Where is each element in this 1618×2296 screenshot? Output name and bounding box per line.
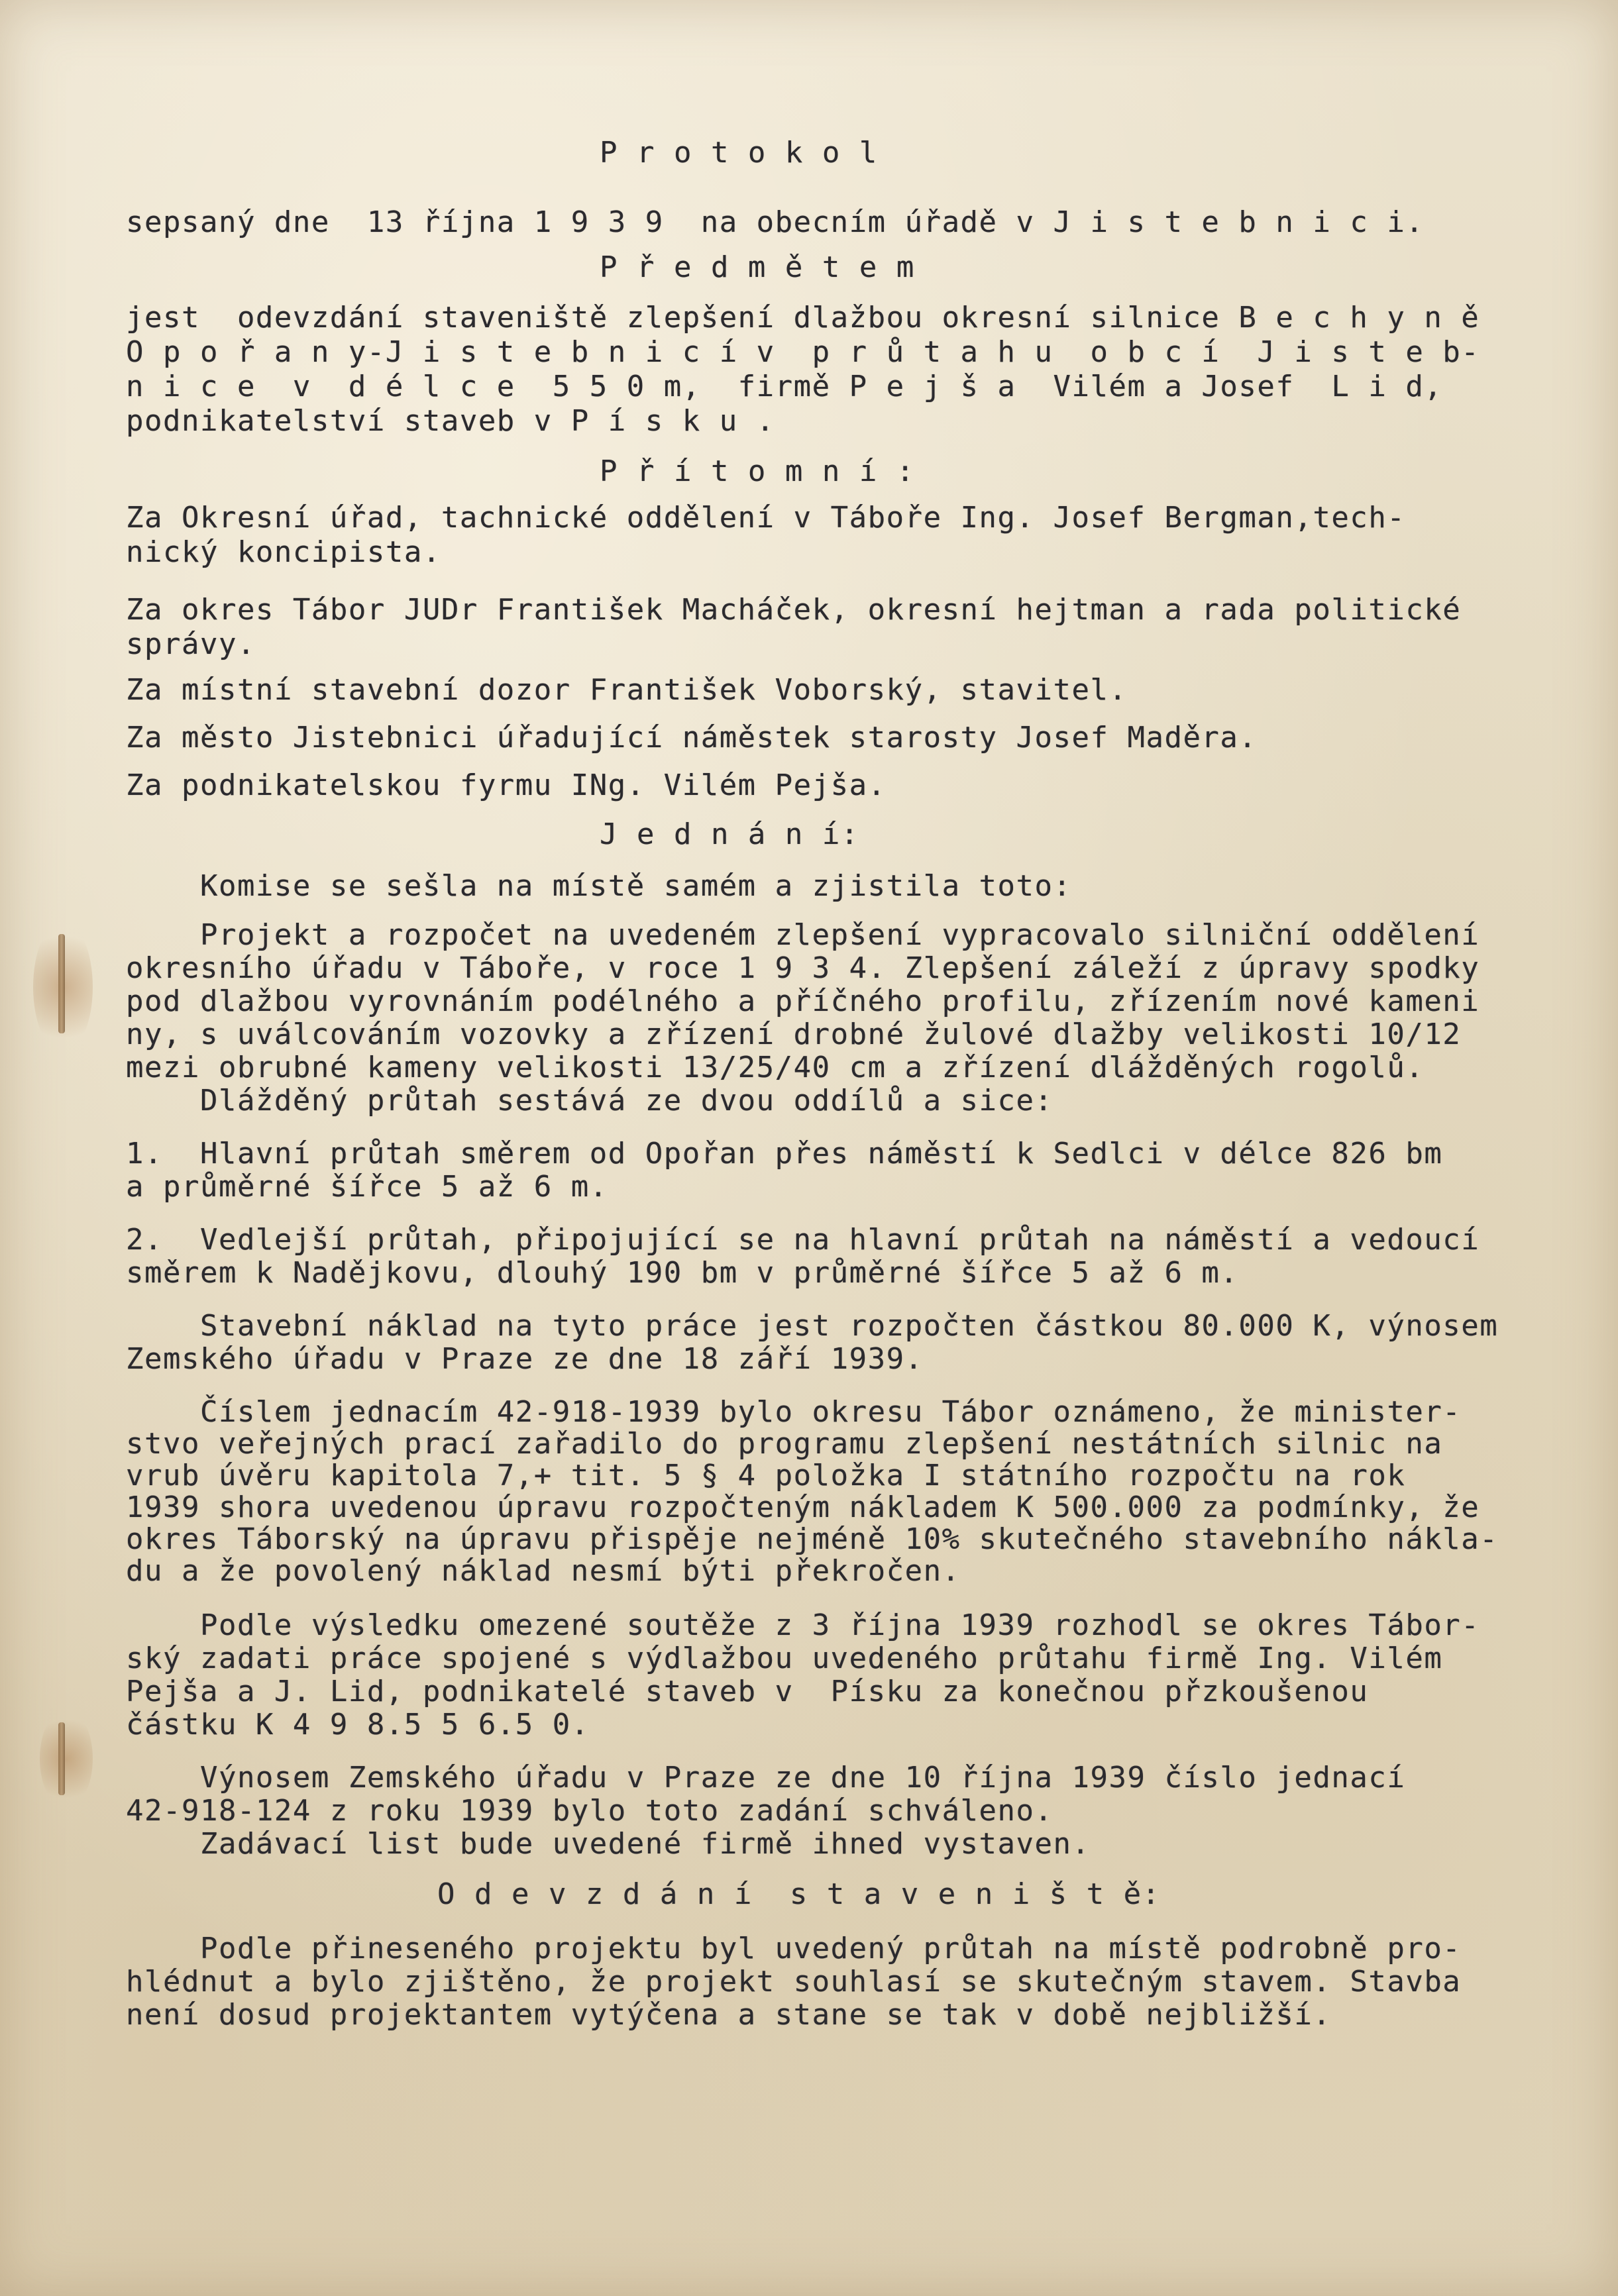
- text-line: 1939 shora uvedenou úpravu rozpočteným nákladem K 500.000 za podmínky, že: [126, 1490, 1480, 1524]
- text-line: Projekt a rozpočet na uvedeném zlepšení vypracovalo silniční oddělení: [126, 918, 1480, 952]
- text-line: 42-918-124 z roku 1939 bylo toto zadání schváleno.: [126, 1794, 1053, 1828]
- staple-mark: [58, 1722, 65, 1795]
- text-line: okresního úřadu v Táboře, v roce 1 9 3 4. Zlepšení záleží z úpravy spodky: [126, 951, 1480, 985]
- text-line: Výnosem Zemského úřadu v Praze ze dne 10 října 1939 číslo jednací: [126, 1761, 1406, 1795]
- text-line: Podle výsledku omezené soutěže z 3 října 1939 rozhodl se okres Tábor-: [126, 1608, 1480, 1642]
- subject-line: O p o ř a n y-J i s t e b n i c í v p r ů t a h u o b c í J i s t e b-: [126, 335, 1480, 369]
- subject-heading: P ř e d m ě t e m: [600, 250, 915, 284]
- text-line: Zadávací list bude uvedené firmě ihned vystaven.: [126, 1827, 1091, 1861]
- text-line: hlédnut a bylo zjištěno, že projekt souhlasí se skutečným stavem. Stavba: [126, 1965, 1462, 1999]
- text-line: stvo veřejných prací zařadilo do programu zlepšení nestátních silnic na: [126, 1427, 1443, 1461]
- text-line: Pejša a J. Lid, podnikatelé staveb v Písku za konečnou přzkoušenou: [126, 1675, 1369, 1708]
- negotiation-heading: J e d n á n í:: [600, 817, 859, 851]
- subject-line: jest odevzdání staveniště zlepšení dlažbou okresní silnice B e c h y n ě: [126, 301, 1480, 335]
- text-line: Číslem jednacím 42-918-1939 bylo okresu Tábor oznámeno, že minister-: [126, 1395, 1462, 1429]
- present-line: Za podnikatelskou fyrmu INg. Vilém Pejša.: [126, 768, 887, 802]
- subject-line: n i c e v d é l c e 5 5 0 m, firmě P e j š a Vilém a Josef L i d,: [126, 370, 1443, 403]
- text-line: Dlážděný průtah sestává ze dvou oddílů a sice:: [126, 1084, 1053, 1118]
- text-line: Komise se sešla na místě samém a zjistila toto:: [126, 869, 1072, 903]
- text-line: Stavební náklad na tyto práce jest rozpočten částkou 80.000 K, výnosem: [126, 1309, 1499, 1343]
- present-line: Za město Jistebnici úřadující náměstek starosty Josef Maděra.: [126, 721, 1258, 755]
- text-line: okres Táborský na úpravu přispěje nejméně 10% skutečného stavebního nákla-: [126, 1522, 1499, 1556]
- text-line: mezi obrubné kameny velikosti 13/25/40 cm a zřízení dlážděných rogolů.: [126, 1051, 1425, 1084]
- present-heading: P ř í t o m n í :: [600, 454, 915, 488]
- text-line: částku K 4 9 8.5 5 6.5 0.: [126, 1708, 590, 1742]
- text-line: Podle přineseného projektu byl uvedený průtah na místě podrobně pro-: [126, 1932, 1462, 1965]
- text-line: du a že povolený náklad nesmí býti překročen.: [126, 1554, 961, 1588]
- text-line: Zemského úřadu v Praze ze dne 18 září 1939.: [126, 1342, 924, 1376]
- text-line: 1. Hlavní průtah směrem od Opořan přes náměstí k Sedlci v délce 826 bm: [126, 1137, 1443, 1171]
- text-line: ny, s uválcováním vozovky a zřízení drobné žulové dlažby velikosti 10/12: [126, 1018, 1462, 1051]
- text-line: ský zadati práce spojené s výdlažbou uvedeného průtahu firmě Ing. Vilém: [126, 1642, 1443, 1675]
- present-line: Za místní stavební dozor František Voborský, stavitel.: [126, 673, 1128, 707]
- date-line: sepsaný dne 13 října 1 9 3 9 na obecním úřadě v J i s t e b n i c i.: [126, 205, 1425, 239]
- present-line: nický koncipista.: [126, 535, 441, 569]
- subject-line: podnikatelství staveb v P í s k u .: [126, 404, 775, 438]
- text-line: směrem k Nadějkovu, dlouhý 190 bm v průměrné šířce 5 až 6 m.: [126, 1256, 1239, 1290]
- present-line: správy.: [126, 627, 256, 661]
- rust-stain: [40, 1709, 93, 1808]
- text-line: 2. Vedlejší průtah, připojující se na hlavní průtah na náměstí a vedoucí: [126, 1223, 1480, 1257]
- document-title: P r o t o k o l: [600, 136, 878, 170]
- handover-heading: O d e v z d á n í s t a v e n i š t ě:: [437, 1877, 1161, 1911]
- text-line: vrub úvěru kapitola 7,+ tit. 5 § 4 položka I státního rozpočtu na rok: [126, 1459, 1406, 1492]
- text-line: a průměrné šířce 5 až 6 m.: [126, 1170, 608, 1204]
- present-line: Za Okresní úřad, tachnické oddělení v Táboře Ing. Josef Bergman,tech-: [126, 501, 1406, 535]
- text-line: není dosud projektantem vytýčena a stane se tak v době nejbližší.: [126, 1998, 1332, 2032]
- staple-mark: [58, 934, 65, 1033]
- text-line: pod dlažbou vyrovnáním podélného a příčného profilu, zřízením nové kameni: [126, 984, 1480, 1018]
- present-line: Za okres Tábor JUDr František Macháček, okresní hejtman a rada politické: [126, 593, 1462, 627]
